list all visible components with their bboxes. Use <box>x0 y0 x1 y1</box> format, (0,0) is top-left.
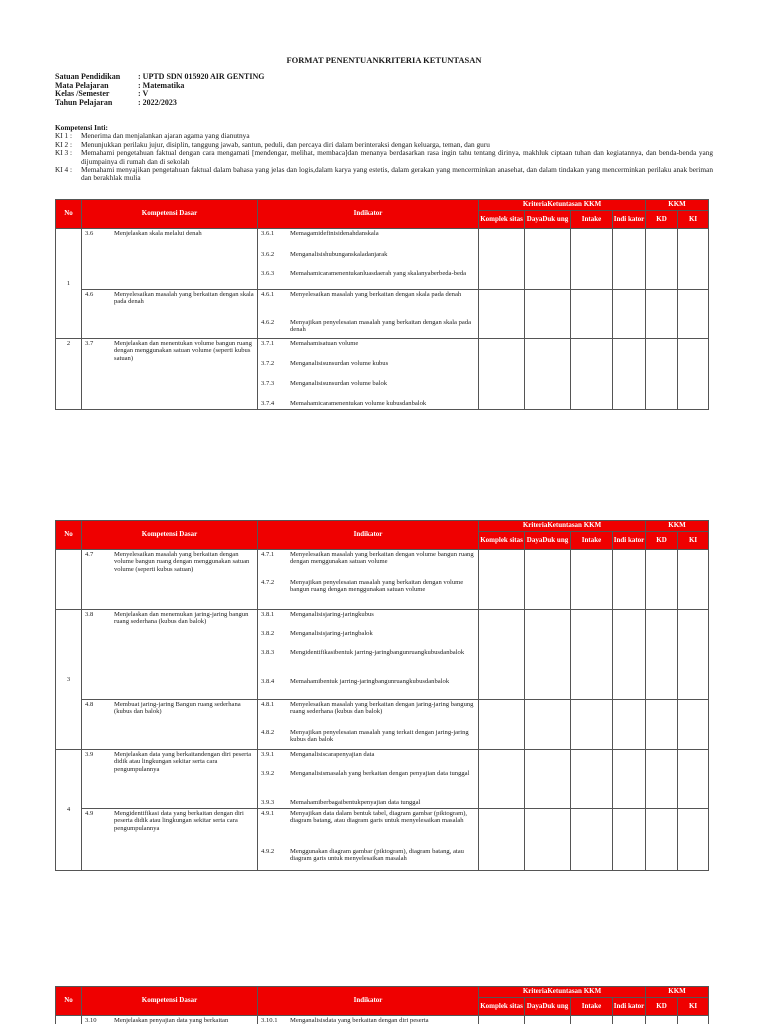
ki-item <box>55 149 713 166</box>
header-no: No <box>56 987 82 1016</box>
ind-code: 3.9.3 <box>261 799 275 806</box>
score-cell[interactable] <box>646 1016 678 1024</box>
ind-code: 4.9.1 <box>261 810 275 817</box>
kd-text: Menjelaskan penyajian data yang berkaitan <box>114 1017 229 1024</box>
header-kompetensi-dasar: Kompetensi Dasar <box>82 987 258 1016</box>
ind-text: Menganalisisunsurdan volume kubus <box>290 360 389 367</box>
ind-code: 4.8.1 <box>261 701 275 708</box>
score-cell[interactable] <box>571 700 613 750</box>
score-cell[interactable] <box>646 700 678 750</box>
kd-code: 3.8 <box>85 611 94 618</box>
meta-label: Tahun Pelajaran <box>55 98 113 108</box>
kd-text: Menjelaskan dan menentukan volume bangun ruang dengan menggunakan satuan volume (seperti kubus satuan) <box>114 340 252 362</box>
ind-code: 3.9.1 <box>261 751 275 758</box>
kd-code: 3.9 <box>85 751 94 758</box>
kd-code: 3.7 <box>85 340 94 347</box>
score-cell[interactable] <box>479 550 525 610</box>
header-indikator: Indikator <box>258 521 479 550</box>
indikator-cell <box>258 229 479 290</box>
score-cell[interactable] <box>525 290 571 339</box>
ind-code: 4.7.2 <box>261 579 275 586</box>
score-cell[interactable] <box>525 229 571 290</box>
table-row <box>56 610 709 700</box>
ind-text: Menganalisishubunganskaladanjarak <box>290 251 388 258</box>
score-cell[interactable] <box>646 229 678 290</box>
score-cell[interactable] <box>646 750 678 809</box>
kd-text: Mengidentifikasi data yang berkaitan dengan diri peserta didik atau lingkungan sekitar serta cara pengumpulannya <box>114 810 244 832</box>
kd-code: 3.6 <box>85 230 94 237</box>
ind-code: 3.7.1 <box>261 340 275 347</box>
row-number-empty <box>56 1016 82 1024</box>
ki-code: KI 1 : <box>55 131 73 141</box>
ind-text: Menganalisisjaring-jaringbalok <box>290 630 373 637</box>
ki-text: Memahami menyajikan pengetahuan faktual dalam bahasa yang jelas dan logis,dalam karya yang estetis, dalam gerakan yang mencerminkan anasehat, dan dalam tindakan yang mencerminkan perilaku anak beriman dan berakhlak mulia <box>81 165 713 183</box>
meta-value: : V <box>138 89 149 99</box>
header-ki: KI <box>678 211 709 229</box>
score-cell[interactable] <box>646 809 678 871</box>
kd-text: Menjelaskan dan menemukan jaring-jaring bangun ruang sederhana (kubus dan balok) <box>114 611 249 626</box>
kompetensi-inti-block <box>55 124 713 183</box>
kd-cell <box>82 1016 258 1024</box>
ki-heading: Kompetensi Inti: <box>55 123 108 132</box>
header-daya-dukung: DayaDuk ung <box>525 532 571 550</box>
row-number: 4 <box>56 750 82 871</box>
score-cell[interactable] <box>571 290 613 339</box>
ki-item <box>55 166 713 183</box>
kd-text: Menjelaskan skala melalui denah <box>114 230 202 237</box>
kd-text: Menjelaskan data yang berkaitandengan diri peserta didik atau lingkungan sekitar serta cara pengumpulannya <box>114 751 252 773</box>
table-row <box>56 550 709 610</box>
score-cell[interactable] <box>678 1016 709 1024</box>
score-cell[interactable] <box>571 1016 613 1024</box>
score-cell[interactable] <box>678 809 709 871</box>
ind-text: Menyelesaikan masalah yang berkaitan dengan skala pada denah <box>290 291 462 298</box>
score-cell[interactable] <box>646 339 678 410</box>
ind-text: Menyelesaikan masalah yang berkaitan dengan volume bangun ruang dengan menggunakan satuan volume <box>290 551 474 566</box>
header-kriteria-ketuntasan: KriteriaKetuntasan KKM <box>479 987 646 998</box>
header-ki: KI <box>678 998 709 1016</box>
score-cell[interactable] <box>613 809 646 871</box>
header-kkm: KKM <box>646 200 709 211</box>
header-kompleksitas: Komplek sitas <box>479 211 525 229</box>
ki-text: Menunjukkan perilaku jujur, disiplin, tanggung jawab, santun, peduli, dan percaya diri dalam berinteraksi dengan keluarga, teman, dan guru <box>81 139 490 149</box>
ind-text: Memahamicaramenentukanluasdaerah yang skalanyaberbeda-beda <box>290 270 467 277</box>
ind-text: Menyajikan penyelesaian masalah yang terkait dengan jaring-jaring kubus dan balok <box>290 729 469 744</box>
ind-text: Menyajikan penyelesaian masalah yang berkaitan dengan skala pada denah <box>290 319 472 334</box>
ind-code: 3.8.4 <box>261 678 275 685</box>
header-ki: KI <box>678 532 709 550</box>
table-row <box>56 229 709 290</box>
header-kriteria-ketuntasan: KriteriaKetuntasan KKM <box>479 521 646 532</box>
ind-code: 3.8.1 <box>261 611 275 618</box>
ind-code: 3.8.3 <box>261 649 275 656</box>
ind-code: 4.9.2 <box>261 848 275 855</box>
ind-code: 3.6.3 <box>261 270 275 277</box>
score-cell[interactable] <box>678 229 709 290</box>
ki-text: Menerima dan menjalankan ajaran agama yang dianutnya <box>81 131 250 141</box>
score-cell[interactable] <box>678 750 709 809</box>
indikator-cell <box>258 809 479 871</box>
kkm-table-1 <box>55 199 709 410</box>
header-indikator-short: Indi kator <box>613 998 646 1016</box>
indikator-cell <box>258 610 479 700</box>
header-kd: KD <box>646 998 678 1016</box>
meta-value: : UPTD SDN 015920 AIR GENTING <box>138 72 265 81</box>
score-cell[interactable] <box>479 700 525 750</box>
table-row <box>56 339 709 410</box>
page-title: FORMAT PENENTUANKRITERIA KETUNTASAN <box>286 55 482 65</box>
header-kd: KD <box>646 532 678 550</box>
header-kompetensi-dasar: Kompetensi Dasar <box>82 200 258 229</box>
ki-code: KI 3 : <box>55 148 73 158</box>
score-cell[interactable] <box>571 750 613 809</box>
header-kkm: KKM <box>646 521 709 532</box>
ind-code: 4.8.2 <box>261 729 275 736</box>
header-no: No <box>56 200 82 229</box>
ind-code: 3.7.3 <box>261 380 275 387</box>
ind-code: 3.6.2 <box>261 251 275 258</box>
ind-text: Menganalisiscarapenyajian data <box>290 751 375 758</box>
meta-label: Kelas /Semester <box>55 89 110 99</box>
table-row <box>56 809 709 871</box>
score-cell[interactable] <box>525 700 571 750</box>
meta-label: Satuan Pendidikan <box>55 72 121 81</box>
ind-code: 3.7.2 <box>261 360 275 367</box>
kd-code: 3.10 <box>85 1017 97 1024</box>
score-cell[interactable] <box>678 290 709 339</box>
ind-text: Menganalisisdata yang berkaitan dengan diri peserta <box>290 1017 429 1024</box>
score-cell[interactable] <box>678 550 709 610</box>
row-number: 1 <box>56 229 82 339</box>
table-3-clip <box>0 986 768 1024</box>
score-cell[interactable] <box>678 610 709 700</box>
table-row <box>56 1016 709 1024</box>
ind-text: Memahamiberbagaibentukpenyajian data tunggal <box>290 799 421 806</box>
score-cell[interactable] <box>613 610 646 700</box>
row-number: 3 <box>56 610 82 750</box>
kd-cell <box>82 339 258 410</box>
header-intake: Intake <box>571 532 613 550</box>
indikator-cell <box>258 339 479 410</box>
header-daya-dukung: DayaDuk ung <box>525 211 571 229</box>
ind-code: 3.9.2 <box>261 770 275 777</box>
kd-text: Menyelesaikan masalah yang berkaitan dengan skala pada denah <box>114 291 254 306</box>
kd-text: Membuat jaring-jaring Bangun ruang sederhana (kubus dan balok) <box>114 701 241 716</box>
score-cell[interactable] <box>525 550 571 610</box>
indikator-cell <box>258 750 479 809</box>
kd-cell <box>82 610 258 700</box>
header-kompleksitas: Komplek sitas <box>479 532 525 550</box>
kd-cell <box>82 700 258 750</box>
header-kriteria-ketuntasan: KriteriaKetuntasan KKM <box>479 200 646 211</box>
header-indikator-short: Indi kator <box>613 532 646 550</box>
score-cell[interactable] <box>525 750 571 809</box>
ind-code: 3.8.2 <box>261 630 275 637</box>
meta-value: : Matematika <box>138 80 185 90</box>
score-cell[interactable] <box>613 229 646 290</box>
kd-cell <box>82 750 258 809</box>
header-intake: Intake <box>571 998 613 1016</box>
score-cell[interactable] <box>525 339 571 410</box>
kkm-table-3 <box>55 986 709 1024</box>
ki-text: Memahami pengetahuan faktual dengan cara mengamati [mendengar, melihat, membaca]dan menanya berdasarkan rasa ingin tahu tentang dirinya, makhluk ciptaan tuhan dan kegiatannya, dan benda-benda yang dijumpainya di rumah dan di sekolah <box>81 148 713 166</box>
score-cell[interactable] <box>525 1016 571 1024</box>
kd-cell <box>82 229 258 290</box>
ind-text: Menggunakan diagram gambar (piktogram), diagram batang, atau diagram garis untuk menyelesaikan masalah <box>290 848 464 863</box>
kd-text: Menyelesaikan masalah yang berkaitan dengan volume bangun ruang dengan menggunakan satuan volume (seperti kubus satuan) <box>114 551 250 573</box>
kd-code: 4.6 <box>85 291 94 298</box>
score-cell[interactable] <box>571 610 613 700</box>
header-kkm: KKM <box>646 987 709 998</box>
score-cell[interactable] <box>571 550 613 610</box>
score-cell[interactable] <box>525 610 571 700</box>
score-cell[interactable] <box>479 290 525 339</box>
score-cell[interactable] <box>525 809 571 871</box>
indikator-cell <box>258 550 479 610</box>
ind-text: Menganalisisunsurdan volume balok <box>290 380 388 387</box>
row-number-empty <box>56 550 82 610</box>
score-cell[interactable] <box>646 610 678 700</box>
score-cell[interactable] <box>479 229 525 290</box>
ind-code: 4.6.2 <box>261 319 275 326</box>
meta-label: Mata Pelajaran <box>55 80 109 90</box>
row-number: 2 <box>56 339 82 410</box>
table-row <box>56 750 709 809</box>
ind-text: Memahamibentuk jarring-jaringbangunruangkubusdanbalok <box>290 678 450 685</box>
ind-text: Menyajikan penyelesaian masalah yang berkaitan dengan volume bangun ruang dengan menggunakan satuan volume <box>290 579 464 594</box>
header-indikator: Indikator <box>258 987 479 1016</box>
ind-code: 4.7.1 <box>261 551 275 558</box>
score-cell[interactable] <box>479 750 525 809</box>
score-cell[interactable] <box>479 339 525 410</box>
ind-code: 3.7.4 <box>261 400 275 407</box>
ind-text: Memahamisatuan volume <box>290 340 359 347</box>
ki-code: KI 4 : <box>55 165 73 175</box>
score-cell[interactable] <box>479 1016 525 1024</box>
score-cell[interactable] <box>571 339 613 410</box>
ind-text: Memagamidefinisidenahdanskala <box>290 230 379 237</box>
kd-cell <box>82 809 258 871</box>
score-cell[interactable] <box>613 750 646 809</box>
identity-block <box>55 73 264 108</box>
score-cell[interactable] <box>613 700 646 750</box>
kd-code: 4.7 <box>85 551 94 558</box>
table-row <box>56 290 709 339</box>
score-cell[interactable] <box>571 809 613 871</box>
ind-code: 3.10.1 <box>261 1017 278 1024</box>
score-cell[interactable] <box>479 809 525 871</box>
ind-text: Mengidentifikasibentuk jarring-jaringbangunruangkubusdanbalok <box>290 649 465 656</box>
score-cell[interactable] <box>613 290 646 339</box>
ind-text: Menganalisismasalah yang berkaitan dengan penyajian data tunggal <box>290 770 470 777</box>
header-no: No <box>56 521 82 550</box>
ind-code: 3.6.1 <box>261 230 275 237</box>
ind-text: Menyelesaikan masalah yang berkaitan dengan jaring-jaring bangung ruang sederhana (kubus dan balok) <box>290 701 474 716</box>
header-kompetensi-dasar: Kompetensi Dasar <box>82 521 258 550</box>
kkm-table-2 <box>55 520 709 871</box>
header-kd: KD <box>646 211 678 229</box>
score-cell[interactable] <box>571 229 613 290</box>
header-indikator-short: Indi kator <box>613 211 646 229</box>
header-indikator: Indikator <box>258 200 479 229</box>
indikator-cell <box>258 700 479 750</box>
ind-text: Memahamicaramenentukan volume kubusdanbalok <box>290 400 427 407</box>
ind-code: 4.6.1 <box>261 291 275 298</box>
indikator-cell <box>258 290 479 339</box>
header-intake: Intake <box>571 211 613 229</box>
meta-row <box>55 99 264 108</box>
ind-text: Menyajikan data dalam bentuk tabel, diagram gambar (piktogram), diagram batang, atau diagram garis untuk menyelesaikan masalah <box>290 810 468 825</box>
score-cell[interactable] <box>613 1016 646 1024</box>
indikator-cell <box>258 1016 479 1024</box>
score-cell[interactable] <box>646 550 678 610</box>
score-cell[interactable] <box>678 700 709 750</box>
table-row <box>56 700 709 750</box>
kd-code: 4.9 <box>85 810 94 817</box>
score-cell[interactable] <box>678 339 709 410</box>
ki-code: KI 2 : <box>55 139 73 149</box>
score-cell[interactable] <box>479 610 525 700</box>
score-cell[interactable] <box>613 339 646 410</box>
score-cell[interactable] <box>646 290 678 339</box>
score-cell[interactable] <box>613 550 646 610</box>
ind-text: Menganalisisjaring-jaringkubus <box>290 611 374 618</box>
meta-value: : 2022/2023 <box>138 98 177 108</box>
kd-cell <box>82 290 258 339</box>
header-kompleksitas: Komplek sitas <box>479 998 525 1016</box>
kd-code: 4.8 <box>85 701 94 708</box>
kd-cell <box>82 550 258 610</box>
header-daya-dukung: DayaDuk ung <box>525 998 571 1016</box>
